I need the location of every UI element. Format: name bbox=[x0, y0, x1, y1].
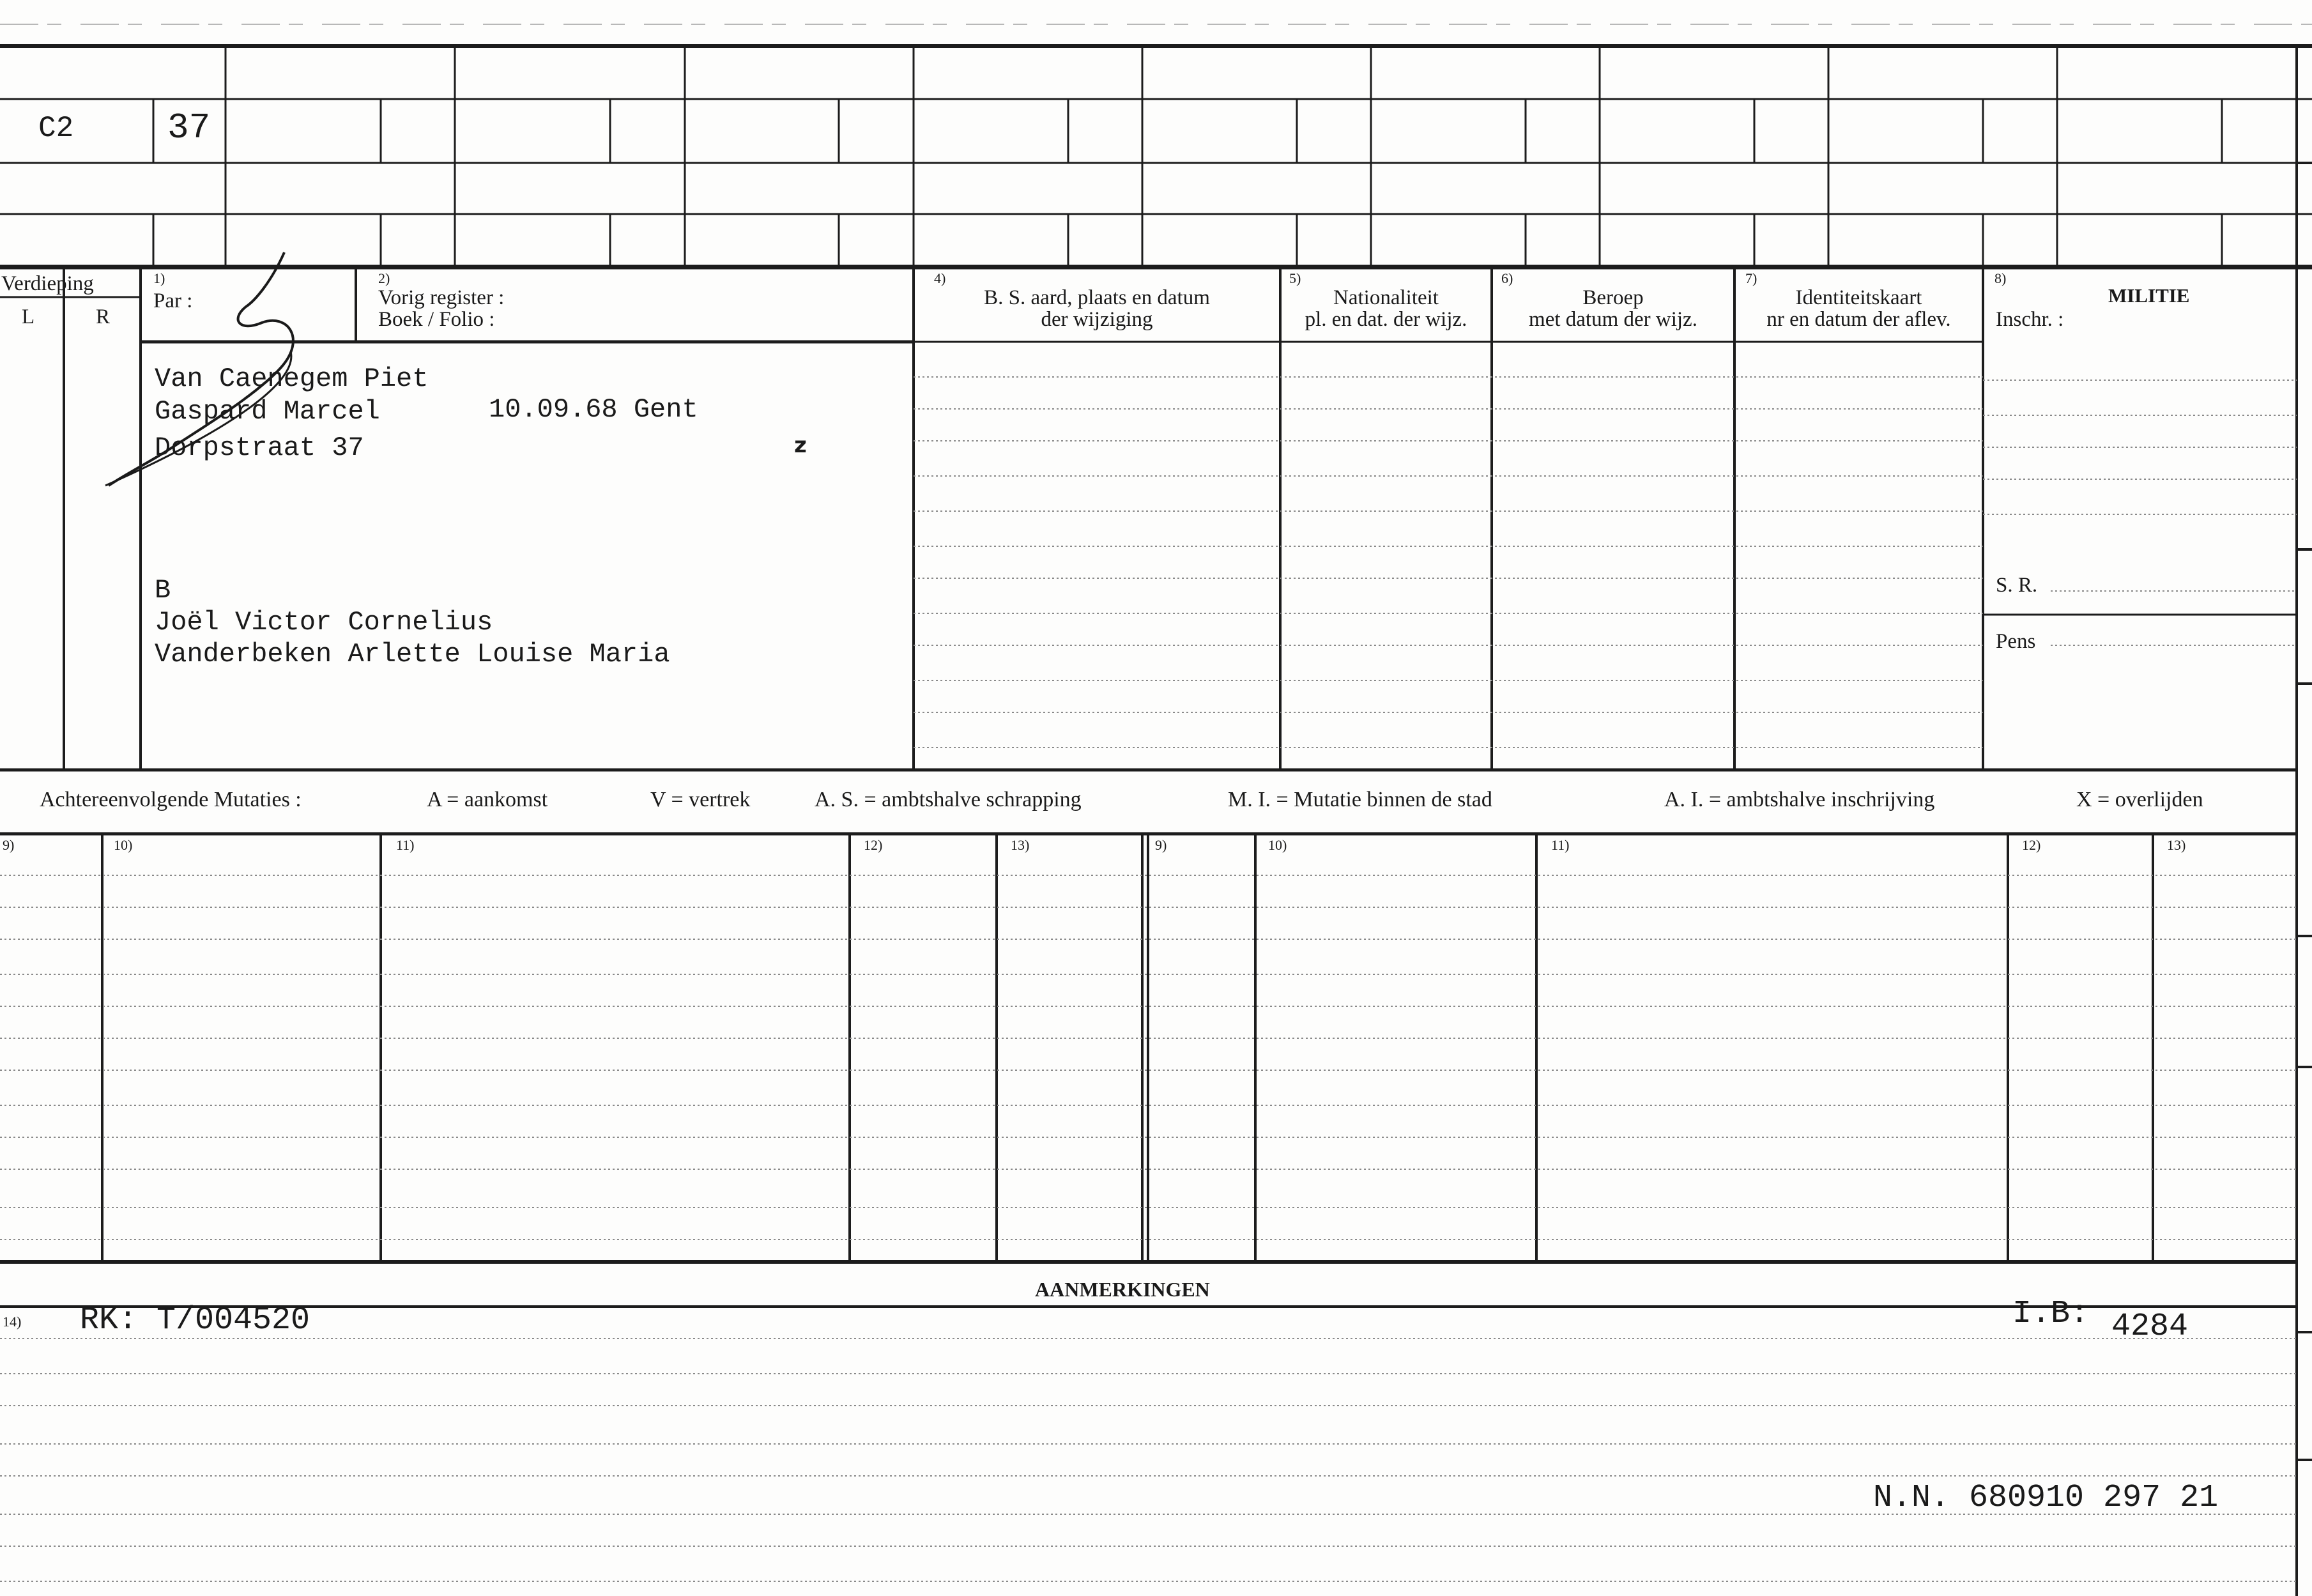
legend-vertrek: V = vertrek bbox=[650, 788, 751, 811]
code-label: C2 bbox=[38, 112, 74, 145]
inschr-label: Inschr. : bbox=[1996, 308, 2064, 331]
mutaties-title: Achtereenvolgende Mutaties : bbox=[40, 788, 302, 811]
bs-number: 4) bbox=[934, 270, 946, 286]
legend-aankomst: A = aankomst bbox=[427, 788, 548, 811]
id-header-line1: Identiteitskaart bbox=[1795, 286, 1922, 309]
legend-overlijden: X = overlijden bbox=[2076, 788, 2203, 811]
ib-label: I.B: bbox=[2012, 1296, 2090, 1332]
mutation-col-number: 11) bbox=[1551, 837, 1570, 853]
ib-value: 4284 bbox=[2111, 1308, 2189, 1345]
legend-ambtshalve-schrapping: A. S. = ambtshalve schrapping bbox=[815, 788, 1082, 811]
mutation-col-number: 12) bbox=[2022, 837, 2041, 853]
beroep-header-line1: Beroep bbox=[1582, 286, 1644, 309]
number-label: 37 bbox=[167, 107, 211, 148]
entry-address: Dorpstraat 37 bbox=[155, 433, 364, 463]
bs-header-line2: der wijziging bbox=[1041, 308, 1153, 331]
left-header: L bbox=[22, 305, 35, 328]
id-number: 7) bbox=[1745, 270, 1757, 286]
id-header-line2: nr en datum der aflev. bbox=[1766, 308, 1951, 331]
pens-label: Pens bbox=[1996, 630, 2036, 653]
national-number: N.N. 680910 297 21 bbox=[1873, 1480, 2219, 1516]
bs-header-line1: B. S. aard, plaats en datum bbox=[984, 286, 1210, 309]
entry-mother: Vanderbeken Arlette Louise Maria bbox=[155, 639, 670, 670]
mutation-col-number: 10) bbox=[1268, 837, 1287, 853]
mutation-col-number: 13) bbox=[1011, 837, 1030, 853]
mutation-col-number: 11) bbox=[396, 837, 415, 853]
legend-mutatie-binnen-stad: M. I. = Mutatie binnen de stad bbox=[1228, 788, 1492, 811]
nat-header-line1: Nationaliteit bbox=[1333, 286, 1439, 309]
vorig-number: 2) bbox=[378, 270, 390, 286]
mutation-col-number: 12) bbox=[864, 837, 883, 853]
legend-ambtshalve-inschrijving: A. I. = ambtshalve inschrijving bbox=[1664, 788, 1935, 811]
beroep-header-line2: met datum der wijz. bbox=[1529, 308, 1697, 331]
entry-father: Joël Victor Cornelius bbox=[155, 607, 493, 638]
right-header: R bbox=[96, 305, 111, 328]
par-header: Par : bbox=[153, 289, 193, 312]
rk-reference: RK: T/004520 bbox=[80, 1302, 310, 1339]
entry-mark-z: z bbox=[794, 433, 807, 458]
militie-number: 8) bbox=[1994, 270, 2007, 286]
mutation-col-number: 13) bbox=[2167, 837, 2186, 853]
aanmerkingen-title: AANMERKINGEN bbox=[1035, 1278, 1210, 1301]
verdieping-header: Verdieping bbox=[1, 272, 94, 295]
remarks-number: 14) bbox=[3, 1314, 22, 1330]
entry-birth: 10.09.68 Gent bbox=[489, 394, 698, 425]
nat-header-line2: pl. en dat. der wijz. bbox=[1305, 308, 1467, 331]
nat-number: 5) bbox=[1289, 270, 1301, 286]
entry-first-names: Gaspard Marcel bbox=[155, 396, 380, 427]
entry-name-line: Van Caenegem Piet bbox=[155, 364, 429, 394]
mutation-col-number: 10) bbox=[114, 837, 133, 853]
militie-header: MILITIE bbox=[2108, 284, 2190, 307]
par-number: 1) bbox=[153, 270, 165, 286]
mutation-col-number: 9) bbox=[3, 837, 15, 853]
sr-label: S. R. bbox=[1996, 574, 2038, 597]
mutation-col-number: 9) bbox=[1155, 837, 1167, 853]
entry-b-label: B bbox=[155, 575, 171, 606]
beroep-number: 6) bbox=[1501, 270, 1513, 286]
vorig-register-header: Vorig register : bbox=[378, 286, 505, 309]
boek-folio-header: Boek / Folio : bbox=[378, 308, 495, 331]
